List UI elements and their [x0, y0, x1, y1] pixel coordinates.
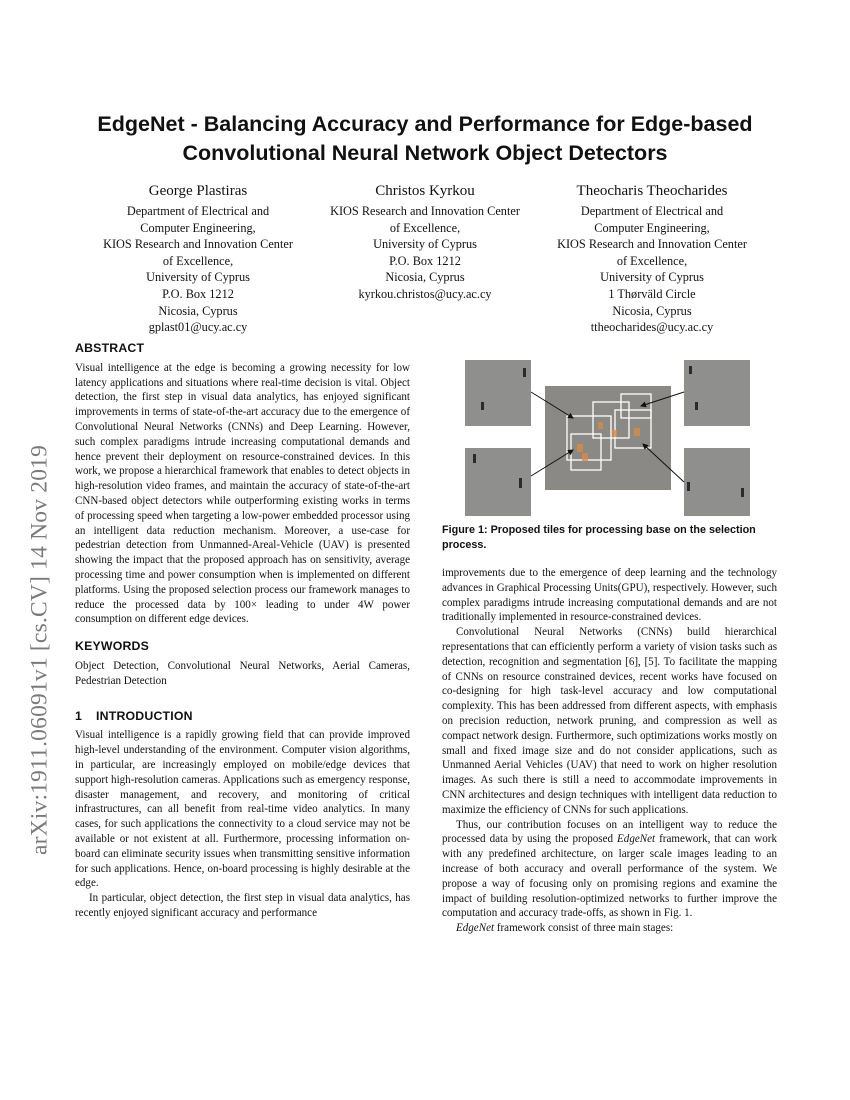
- author-email[interactable]: ttheocharides@ucy.ac.cy: [590, 320, 714, 335]
- affiliation-line: of Excellence,: [616, 253, 688, 268]
- keywords-heading: KEYWORDS: [75, 639, 150, 654]
- intro-paragraph-3: Convolutional Neural Networks (CNNs) build hierarchical representations that can efficiently perform a variety of vision tasks such as detection, recognition and segmentation [6], [5]. To facilitate the mapping of CNNs on resource constrained devices, recent works have focused on co-designing for high task-level accuracy and low computational complexity. This has been addressed from different aspects, with emphasis on precision reduction, network pruning, and compression as well as compact network design. Furthermore, such optimizations works mostly on small and fixed image size and do not consider applications, such as Unmanned Aerial Vehicles (UAV) that need to work on higher resolution images. As such there is still a need to accommodate improvements in CNN architectures and design techniques with intelligent data reduction to maximize the efficiency of CNNs for such applications.: [442, 626, 777, 816]
- tiles-diagram: [463, 358, 753, 518]
- affiliation-line: University of Cyprus: [373, 237, 477, 252]
- affiliation-line: Nicosia, Cyprus: [612, 303, 692, 318]
- author-block-2: [305, 181, 545, 303]
- intro-paragraph-5: [442, 921, 777, 936]
- author-block-1: [78, 181, 318, 336]
- affiliation-line: 1 Thørväld Circle: [608, 286, 696, 301]
- author-name: Theocharis Theocharides: [576, 183, 728, 199]
- figure-1: [463, 358, 753, 518]
- affiliation-line: Computer Engineering,: [594, 220, 710, 235]
- affiliation-line: Department of Electrical and: [580, 204, 724, 218]
- paper-title: [70, 110, 780, 168]
- affiliation-line: of Excellence,: [389, 220, 461, 235]
- author-name: George Plastiras: [148, 183, 248, 199]
- keywords-text: Object Detection, Convolutional Neural Networks, Aerial Cameras, Pedestrian Detection: [75, 659, 410, 687]
- right-column: [442, 566, 777, 936]
- figure-caption: Figure 1: Proposed tiles for processing base on the selection process.: [442, 524, 756, 551]
- author-email[interactable]: kyrkou.christos@ucy.ac.cy: [358, 286, 492, 301]
- intro-paragraph-2-cont: improvements due to the emergence of deep learning and the technology advances in Graphical Processing Units(GPU), respectively. However, such complex paradigms intrude increasing computational demands and are not traditionally implemented in resource-constrained devices.: [442, 567, 777, 624]
- affiliation-line: Nicosia, Cyprus: [158, 303, 238, 318]
- affiliation-line: University of Cyprus: [600, 270, 704, 285]
- intro-paragraph-2: In particular, object detection, the first step in visual data analytics, has recently enjoyed significant accuracy and performance: [75, 892, 410, 919]
- tile-top-left: [465, 360, 531, 426]
- framework-name: EdgeNet: [617, 833, 656, 846]
- affiliation-line: KIOS Research and Innovation Center: [557, 237, 747, 252]
- arxiv-stamp: arXiv:1911.06091v1 [cs.CV] 14 Nov 2019: [26, 444, 53, 856]
- abstract-heading: ABSTRACT: [75, 341, 145, 355]
- affiliation-line: University of Cyprus: [146, 270, 250, 285]
- affiliation-line: P.O. Box 1212: [389, 253, 461, 268]
- affiliation-line: of Excellence,: [162, 253, 234, 268]
- author-name: Christos Kyrkou: [375, 183, 475, 199]
- intro-paragraph-1: Visual intelligence is a rapidly growing field that can provide improved high-level understanding of the environment. Computer vision algorithms, in particular, are increasingly employed on mobile/edge devices that support high-resolution cameras. Applications such as emergency response, disaster management, and recovery, and monitoring of critical infrastructures, can all benefit from real-time video analytics. In many cases, for such applications the connectivity to a cloud service may not be available or not existent at all. Furthermore, processing information on-board can eliminate security issues when transmitting sensitive information for such applications. Hence, on-board processing is highly desirable at the edge.: [75, 729, 410, 890]
- framework-name: EdgeNet: [456, 922, 495, 935]
- left-column: [75, 341, 410, 921]
- affiliation-line: KIOS Research and Innovation Center: [103, 237, 293, 252]
- text-run: Thus, our contribution focuses on an intelligent way to reduce the processed data by using the proposed: [442, 818, 777, 846]
- abstract-text: Visual intelligence at the edge is becoming a growing necessity for low latency applications and situations where real-time decision is vital. Object detection, the first step in visual data analytics, has enjoyed significant improvements in terms of state-of-the-art accuracy due to the emergence of Convolutional Neural Networks (CNNs) and Deep Learning. However, such complex paradigms intrude increasing computational demands and hence prevent their deployment on resource-constrained devices. In this work, we propose a hierarchical framework that enables to detect objects in high-resolution video frames, and maintain the accuracy of state-of-the-art CNN-based object detectors while outperforming existing works in terms of processing speed when targeting a low-power embedded processor using an intelligent data reduction mechanism. Moreover, a use-case for pedestrian detection from Unmanned-Areal-Vehicle (UAV) is presented showing the impact that the proposed approach has on sensitivity, average processing time and power consumption when is implemented on different platforms. Using the proposed selection process our framework manages to reduce the processed data by 100× leading to under 4W power consumption on different edge devices.: [75, 361, 410, 626]
- text-run: framework, that can work with any predefined architecture, on larger scale images leading to an increase of both accuracy and overall performance of the system. We propose a way of focusing only on promising regions and examine the impact of building resolution-optimized networks to further improve the computation and accuracy trade-offs, as shown in Fig. 1.: [442, 833, 777, 920]
- title-line-1: EdgeNet - Balancing Accuracy and Performance for Edge-based: [97, 112, 753, 136]
- affiliation-line: Computer Engineering,: [140, 220, 256, 235]
- intro-paragraph-4: [442, 818, 777, 922]
- title-line-2: Convolutional Neural Network Object Detectors: [182, 141, 668, 165]
- author-email[interactable]: gplast01@ucy.ac.cy: [148, 320, 248, 335]
- tile-bottom-right: [684, 448, 750, 516]
- affiliation-line: KIOS Research and Innovation Center: [330, 204, 520, 218]
- author-block-3: [532, 181, 772, 336]
- affiliation-line: P.O. Box 1212: [162, 286, 234, 301]
- introduction-heading: [75, 709, 410, 724]
- tile-top-right: [684, 360, 750, 426]
- section-title: INTRODUCTION: [96, 708, 193, 723]
- affiliation-line: Department of Electrical and: [126, 204, 270, 218]
- text-run: framework consist of three main stages:: [494, 922, 674, 935]
- section-number: 1: [75, 708, 83, 723]
- affiliation-line: Nicosia, Cyprus: [385, 270, 465, 285]
